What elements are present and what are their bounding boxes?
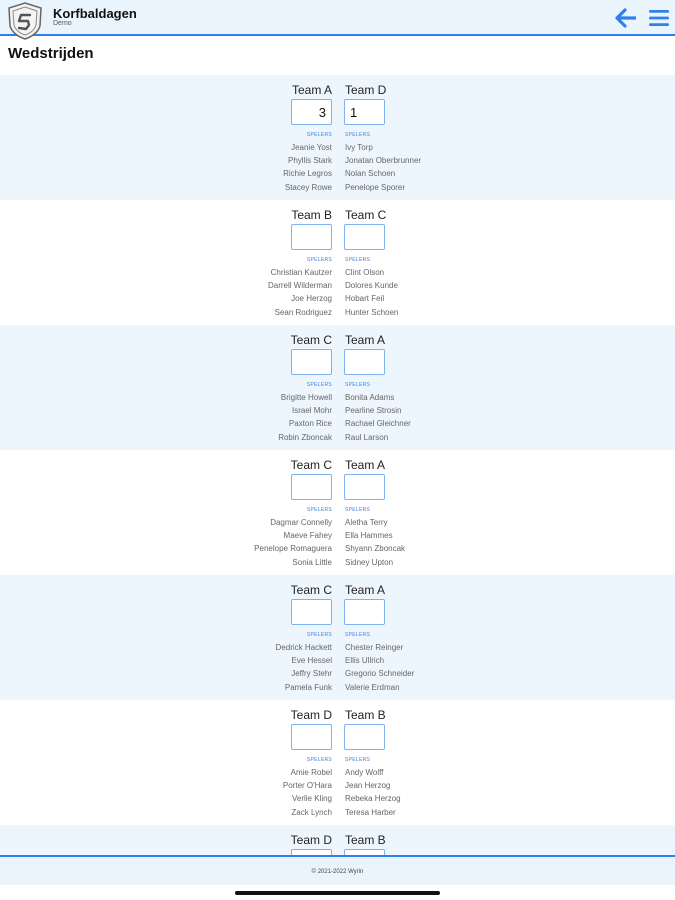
player-name: Dolores Kunde [345,281,398,291]
home-team-name: Team C [290,333,332,347]
shield-logo-icon [7,2,43,40]
home-score-input[interactable] [291,99,332,125]
away-team-name: Team C [345,208,387,222]
match-row [0,700,675,825]
player-name: Clint Olson [345,268,385,277]
home-player-list [283,766,332,819]
player-name: Darrell Wilderman [267,281,332,291]
players-label: SPELERS [306,257,332,263]
player-name: Aletha Terry [345,518,388,527]
players-label: SPELERS [306,507,332,513]
player-name: Rebeka Herzog [345,794,401,804]
player-name: Jean Herzog [345,781,391,791]
away-player-list [345,391,411,444]
player-name: Maeve Fahey [283,531,332,541]
away-score-input[interactable] [344,724,385,750]
player-name: Sonia Little [292,557,332,567]
player-name: Brigitte Howell [280,393,332,402]
home-score-input[interactable] [291,349,332,375]
away-team-name: Team A [345,458,386,472]
player-name: Hobart Feil [345,294,385,304]
player-name: Nolan Schoen [345,169,396,179]
player-name: Phyllis Stark [287,156,332,166]
player-name: Sidney Upton [345,557,394,567]
player-name: Ella Hammes [345,531,393,541]
away-score-input[interactable] [344,349,385,375]
player-name: Pearline Strosin [345,406,402,416]
player-name: Paxton Rice [288,419,332,429]
player-name: Stacey Rowe [284,182,332,192]
player-name: Robin Zboncak [278,432,332,442]
player-name: Gregorio Schneider [345,669,415,679]
player-name: Dagmar Connelly [270,518,332,527]
player-name: Teresa Harber [345,807,396,817]
players-label: SPELERS [306,757,332,763]
player-name: Shyann Zboncak [345,544,406,554]
player-name: Ellis Ullrich [345,656,385,666]
player-name: Penelope Romaguera [254,544,332,554]
players-label: SPELERS [306,382,332,388]
players-label: SPELERS [345,757,371,763]
home-player-list [268,266,332,319]
away-player-list [345,266,398,319]
match-row [0,450,675,575]
away-score-input[interactable] [344,599,385,625]
player-name: Jonatan Oberbrunner [345,156,422,166]
away-player-list [345,641,414,694]
home-score-input[interactable] [291,599,332,625]
app-header [0,0,675,36]
home-team-name: Team C [290,458,332,472]
player-name: Porter O'Hara [282,781,332,791]
away-team-name: Team B [345,833,386,847]
app-title: Korfbaldagen [53,6,137,21]
hamburger-menu-icon[interactable] [648,9,670,27]
match-row [0,825,675,855]
players-label: SPELERS [345,632,371,638]
player-name: Ivy Torp [345,143,373,152]
away-team-name: Team D [345,83,387,97]
player-name: Bonita Adams [345,393,395,402]
copyright-text: © 2021-2022 Wyrin [311,869,364,875]
player-name: Andy Wolff [345,768,384,777]
players-label: SPELERS [306,632,332,638]
away-player-list [345,516,405,569]
home-indicator [235,891,440,895]
players-label: SPELERS [345,257,371,263]
home-player-list [254,516,332,569]
away-score-input[interactable] [344,224,385,250]
player-name: Dedrick Hackett [275,643,332,652]
away-team-name: Team A [345,333,386,347]
home-team-name: Team D [290,833,332,847]
player-name: Sean Rodriguez [274,307,332,317]
player-name: Joe Herzog [291,294,332,304]
player-name: Verlie Kling [291,794,332,804]
app-subtitle: Demo [53,20,72,27]
home-team-name: Team C [290,583,332,597]
home-team-name: Team D [290,708,332,722]
home-team-name: Team A [291,83,332,97]
home-score-input[interactable] [291,724,332,750]
player-name: Penelope Sporer [345,182,406,192]
away-team-name: Team A [345,583,386,597]
player-name: Chester Reinger [345,643,404,652]
home-team-name: Team B [291,208,332,222]
match-row [0,200,675,325]
player-name: Raul Larson [345,432,389,442]
home-score-input[interactable] [291,224,332,250]
player-name: Valerie Erdman [345,682,400,692]
players-label: SPELERS [345,132,371,138]
player-name: Christian Kautzer [270,268,332,277]
away-score-input[interactable] [344,474,385,500]
player-name: Richie Legros [283,169,332,179]
match-row [0,75,675,200]
away-player-list [345,141,421,194]
home-score-input[interactable] [291,474,332,500]
match-row [0,575,675,700]
player-name: Rachael Gleichner [345,419,411,429]
player-name: Israel Mohr [291,406,332,416]
player-name: Zack Lynch [291,807,332,817]
players-label: SPELERS [345,382,371,388]
match-row [0,325,675,450]
player-name: Hunter Schoen [345,307,399,317]
player-name: Amie Robel [290,768,332,777]
page-title: Wedstrijden [8,45,94,62]
footer [0,855,675,885]
match-list [0,75,675,855]
player-name: Pamela Funk [284,682,332,692]
player-name: Eve Hessel [291,656,332,666]
player-name: Jeffry Stehr [291,669,332,679]
away-team-name: Team B [345,708,386,722]
home-player-list [276,641,332,694]
arrow-left-icon[interactable] [614,8,636,28]
players-label: SPELERS [345,507,371,513]
away-player-list [345,766,401,819]
home-player-list [278,391,332,444]
player-name: Jeanie Yost [291,143,332,152]
away-score-input[interactable] [344,99,385,125]
home-player-list [283,141,332,194]
players-label: SPELERS [306,132,332,138]
